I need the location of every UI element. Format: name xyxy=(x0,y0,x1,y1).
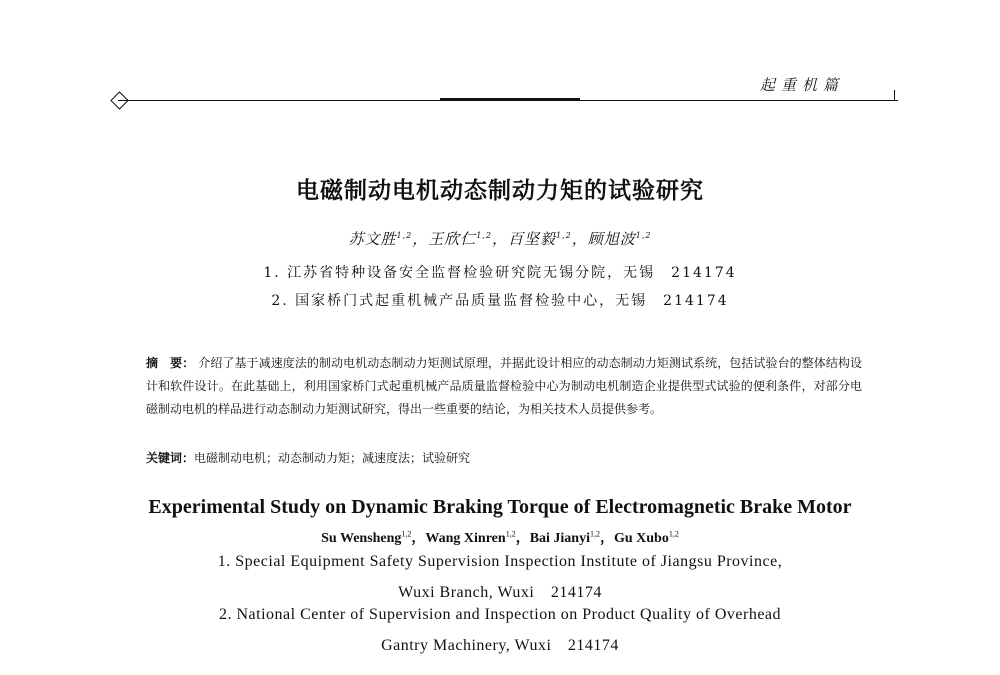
keywords-label: 关键词： xyxy=(146,451,195,465)
affiliation-en-2-line-2: Gantry Machinery, Wuxi 214174 xyxy=(381,637,619,654)
author-affiliation-mark: 1,2 xyxy=(589,529,600,539)
author-separator: ， xyxy=(599,531,614,546)
author-separator: ， xyxy=(491,230,508,248)
header-rule-accent xyxy=(440,98,580,101)
abstract-text: 介绍了基于减速度法的制动电机动态制动力矩测试原理，并据此设计相应的动态制动力矩测试系统，包括试验台的整体结构设计和软件设计。在此基础上，利用国家桥门式起重机械产品质量监督检验中心为制动电机制造企业提供型式试验的便利条件，对部分电磁制动电机的样品进行动态制动力矩测试研究，得出一些重要的结论，为相关技术人员提供参考。 xyxy=(146,356,862,416)
paper-title-cn: 电磁制动电机动态制动力矩的试验研究 xyxy=(296,178,704,204)
author-affiliation-mark: 1,2 xyxy=(476,231,492,240)
section-title: 起重机篇 xyxy=(760,76,845,94)
author-name: Gu Xubo xyxy=(613,531,669,546)
authors-cn xyxy=(0,228,1000,249)
author-affiliation-mark: 1,2 xyxy=(556,231,572,240)
keywords-text: 电磁制动电机；动态制动力矩；减速度法；试验研究 xyxy=(194,451,471,465)
author-separator: ， xyxy=(515,531,530,546)
header-corner-mark xyxy=(860,90,895,101)
keywords-cn xyxy=(146,449,862,466)
affiliation-en-2-line-1: 2. National Center of Supervision and Inspection on Product Quality of Overhead xyxy=(218,606,782,623)
affiliation-en-1-line-1: 1. Special Equipment Safety Supervision Inspection Institute of Jiangsu Province, xyxy=(217,553,783,570)
abstract-cn xyxy=(146,352,862,421)
author-affiliation-mark: 1,2 xyxy=(635,231,652,240)
author-separator: ， xyxy=(571,230,588,248)
author-name: 顾旭波 xyxy=(587,230,636,248)
abstract-label: 摘 要： xyxy=(146,356,195,370)
paper-title-en: Experimental Study on Dynamic Braking Torque of Electromagnetic Brake Motor xyxy=(148,496,852,518)
author-affiliation-mark: 1,2 xyxy=(396,231,413,240)
author-affiliation-mark: 1,2 xyxy=(668,529,679,539)
author-affiliation-mark: 1,2 xyxy=(401,529,412,539)
author-separator: ， xyxy=(411,531,426,546)
author-name: 王欣仁 xyxy=(428,230,477,248)
author-separator: ， xyxy=(412,230,429,248)
affiliation-cn-2: 2. 国家桥门式起重机械产品质量监督检验中心，无锡 214174 xyxy=(271,293,729,309)
author-name: Wang Xinren xyxy=(425,531,506,546)
authors-en xyxy=(0,527,1000,547)
author-name: 苏文胜 xyxy=(348,230,397,248)
author-name: Bai Jianyi xyxy=(529,531,590,546)
author-name: 百坚毅 xyxy=(508,230,557,248)
author-name: Su Wensheng xyxy=(321,531,402,546)
affiliation-cn-1: 1. 江苏省特种设备安全监督检验研究院无锡分院，无锡 214174 xyxy=(263,265,737,281)
affiliation-en-1-line-2: Wuxi Branch, Wuxi 214174 xyxy=(398,584,602,601)
author-affiliation-mark: 1,2 xyxy=(505,529,516,539)
